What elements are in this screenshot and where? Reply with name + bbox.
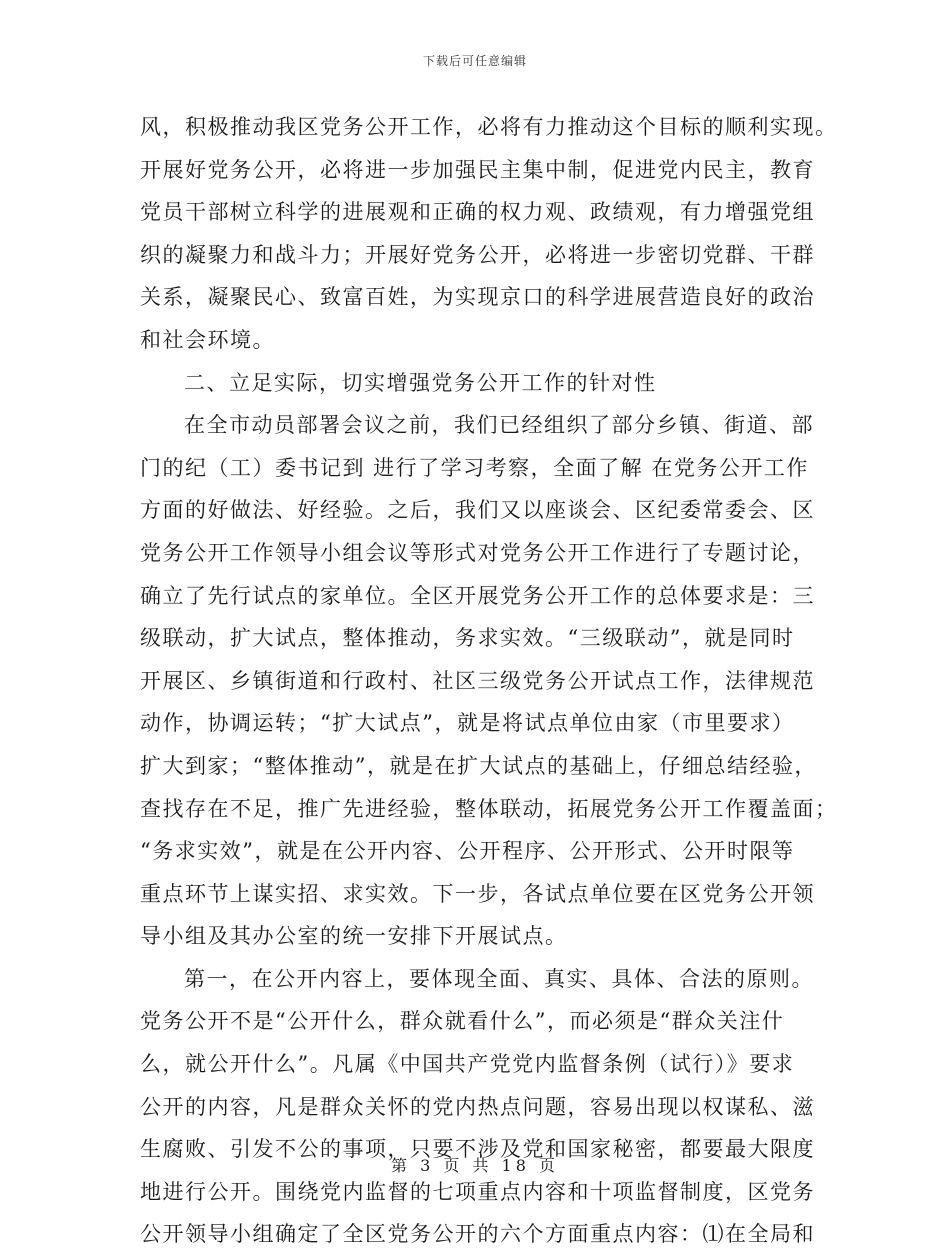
body-line: 开展好党务公开，必将进一步加强民主集中制，促进党内民主，教育 <box>140 157 815 182</box>
paragraph-start-line: 在全市动员部署会议之前，我们已经组织了部分乡镇、街道、部 <box>184 413 814 438</box>
document-body <box>140 106 838 1256</box>
body-line: 导小组及其办公室的统一安排下开展试点。 <box>140 924 568 949</box>
body-line: 织的凝聚力和战斗力；开展好党务公开，必将进一步密切党群、干群 <box>140 242 815 267</box>
page-header-note: 下载后可任意编辑 <box>422 54 527 68</box>
body-line: 地进行公开。围绕党内监督的七项重点内容和十项监督制度，区党务 <box>140 1179 815 1204</box>
body-line: 么，就公开什么”。凡属《中国共产党党内监督条例（试行）》要求 <box>140 1052 795 1077</box>
paragraph-start-line: 第一，在公开内容上，要体现全面、真实、具体、合法的原则。 <box>184 966 814 991</box>
body-line: 关系，凝聚民心、致富百姓，为实现京口的科学进展营造良好的政治 <box>140 285 815 310</box>
page-number-footer: 第 3 页 共 18 页 <box>391 1156 559 1175</box>
body-line: 门的纪（工）委书记到 进行了学习考察，全面了解 在党务公开工作 <box>140 455 809 480</box>
body-line: 公开的内容，凡是群众关怀的党内热点问题，容易出现以权谋私、滋 <box>140 1094 815 1119</box>
body-line: 和社会环境。 <box>140 327 275 352</box>
body-line: 确立了先行试点的家单位。全区开展党务公开工作的总体要求是：三 <box>140 583 815 608</box>
body-line: 生腐败、引发不公的事项，只要不涉及党和国家秘密，都要最大限度 <box>140 1137 815 1162</box>
body-line: 方面的好做法、好经验。之后，我们又以座谈会、区纪委常委会、区 <box>140 498 815 523</box>
body-line: 党务公开工作领导小组会议等形式对党务公开工作进行了专题讨论， <box>140 540 815 565</box>
body-line: 重点环节上谋实招、求实效。下一步，各试点单位要在区党务公开领 <box>140 881 815 906</box>
body-line: 级联动，扩大试点，整体推动，务求实效。“三级联动”，就是同时 <box>140 626 795 651</box>
body-line: 开展区、乡镇街道和行政村、社区三级党务公开试点工作，法律规范 <box>140 668 815 693</box>
body-line: 风，积极推动我区党务公开工作，必将有力推动这个目标的顺利实现。 <box>140 115 838 139</box>
body-line: 党员干部树立科学的进展观和正确的权力观、政绩观，有力增强党组 <box>140 200 815 225</box>
body-line: 扩大到家；“整体推动”，就是在扩大试点的基础上，仔细总结经验， <box>140 753 817 778</box>
body-line: “务求实效”，就是在公开内容、公开程序、公开形式、公开时限等 <box>140 839 795 864</box>
body-line: 党务公开不是“公开什么，群众就看什么”，而必须是“群众关注什 <box>140 1009 785 1034</box>
body-line: 公开领导小组确定了全区党务公开的六个方面重点内容：⑴在全局和 <box>140 1222 815 1247</box>
section-heading: 二、立足实际，切实增强党务公开工作的针对性 <box>184 370 657 395</box>
body-line: 动作，协调运转；“扩大试点”，就是将试点单位由家（市里要求） <box>140 711 795 736</box>
body-line: 查找存在不足，推广先进经验，整体联动，拓展党务公开工作覆盖面； <box>140 796 838 821</box>
